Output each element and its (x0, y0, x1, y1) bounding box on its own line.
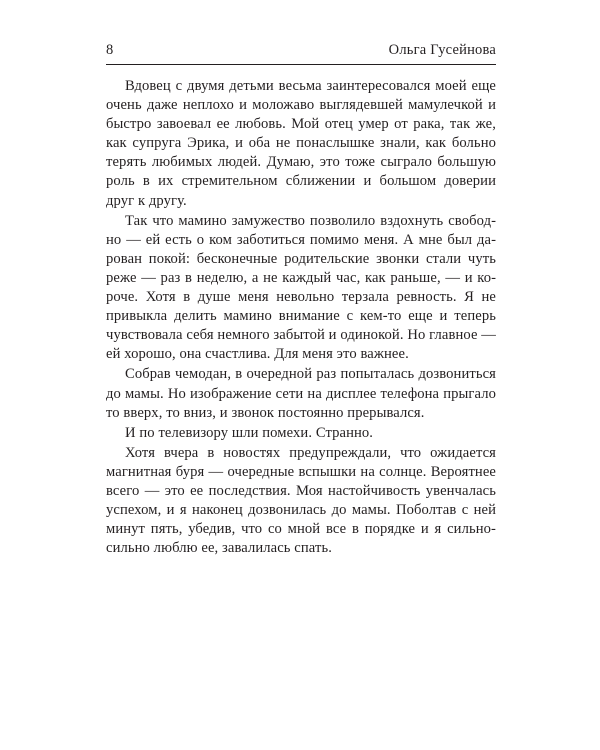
page-header (106, 40, 496, 65)
paragraph: Так что мамино замужество позволило вздохнуть свободно — ей есть о ком заботиться помимо меня. А мне был дарован покой: бесконечные родительские звонки стали чуть реже — раз в неделю, а не каждый час, как раньше, — и короче. Хотя в душе меня невольно терзала ревность. Я не привыкла делить мамино внимание с кем-то еще и теперь чувствовала себя немного забытой и одинокой. Но главное — ей хорошо, она счастлива. Для меня это важнее. (106, 212, 496, 363)
body-text (106, 77, 496, 559)
running-head-author: Ольга Гусейнова (388, 42, 496, 58)
paragraph: Хотя вчера в новостях предупреждали, что ожидается магнитная буря — очередные вспышки на солнце. Вероятнее всего — это ее последствия. Моя настойчивость увенчалась успехом, и я наконец дозвонилась до мамы. Поболтав с ней минут пять, убедив, что со мной все в порядке и я сильно-сильно люблю ее, завалилась спать. (106, 444, 496, 557)
paragraph: И по телевизору шли помехи. Странно. (125, 424, 374, 441)
page-number: 8 (106, 42, 114, 58)
paragraph: Собрав чемодан, в очередной раз попыталась дозвониться до мамы. Но изображение сети на дисплее телефона прыгало то вверх, то вниз, и звонок постоянно прерывался. (106, 366, 496, 421)
paragraph: Вдовец с двумя детьми весьма заинтересовался моей еще очень даже неплохо и моложаво выглядевшей мамулечкой и быстро завоевал ее любовь. Мой отец умер от рака, так же, как супруга Эрика, и оба не понаслышке знали, как больно терять любимых людей. Думаю, это тоже сыграло большую роль в их стремительном сближении и большом доверии друг к другу. (106, 78, 496, 209)
